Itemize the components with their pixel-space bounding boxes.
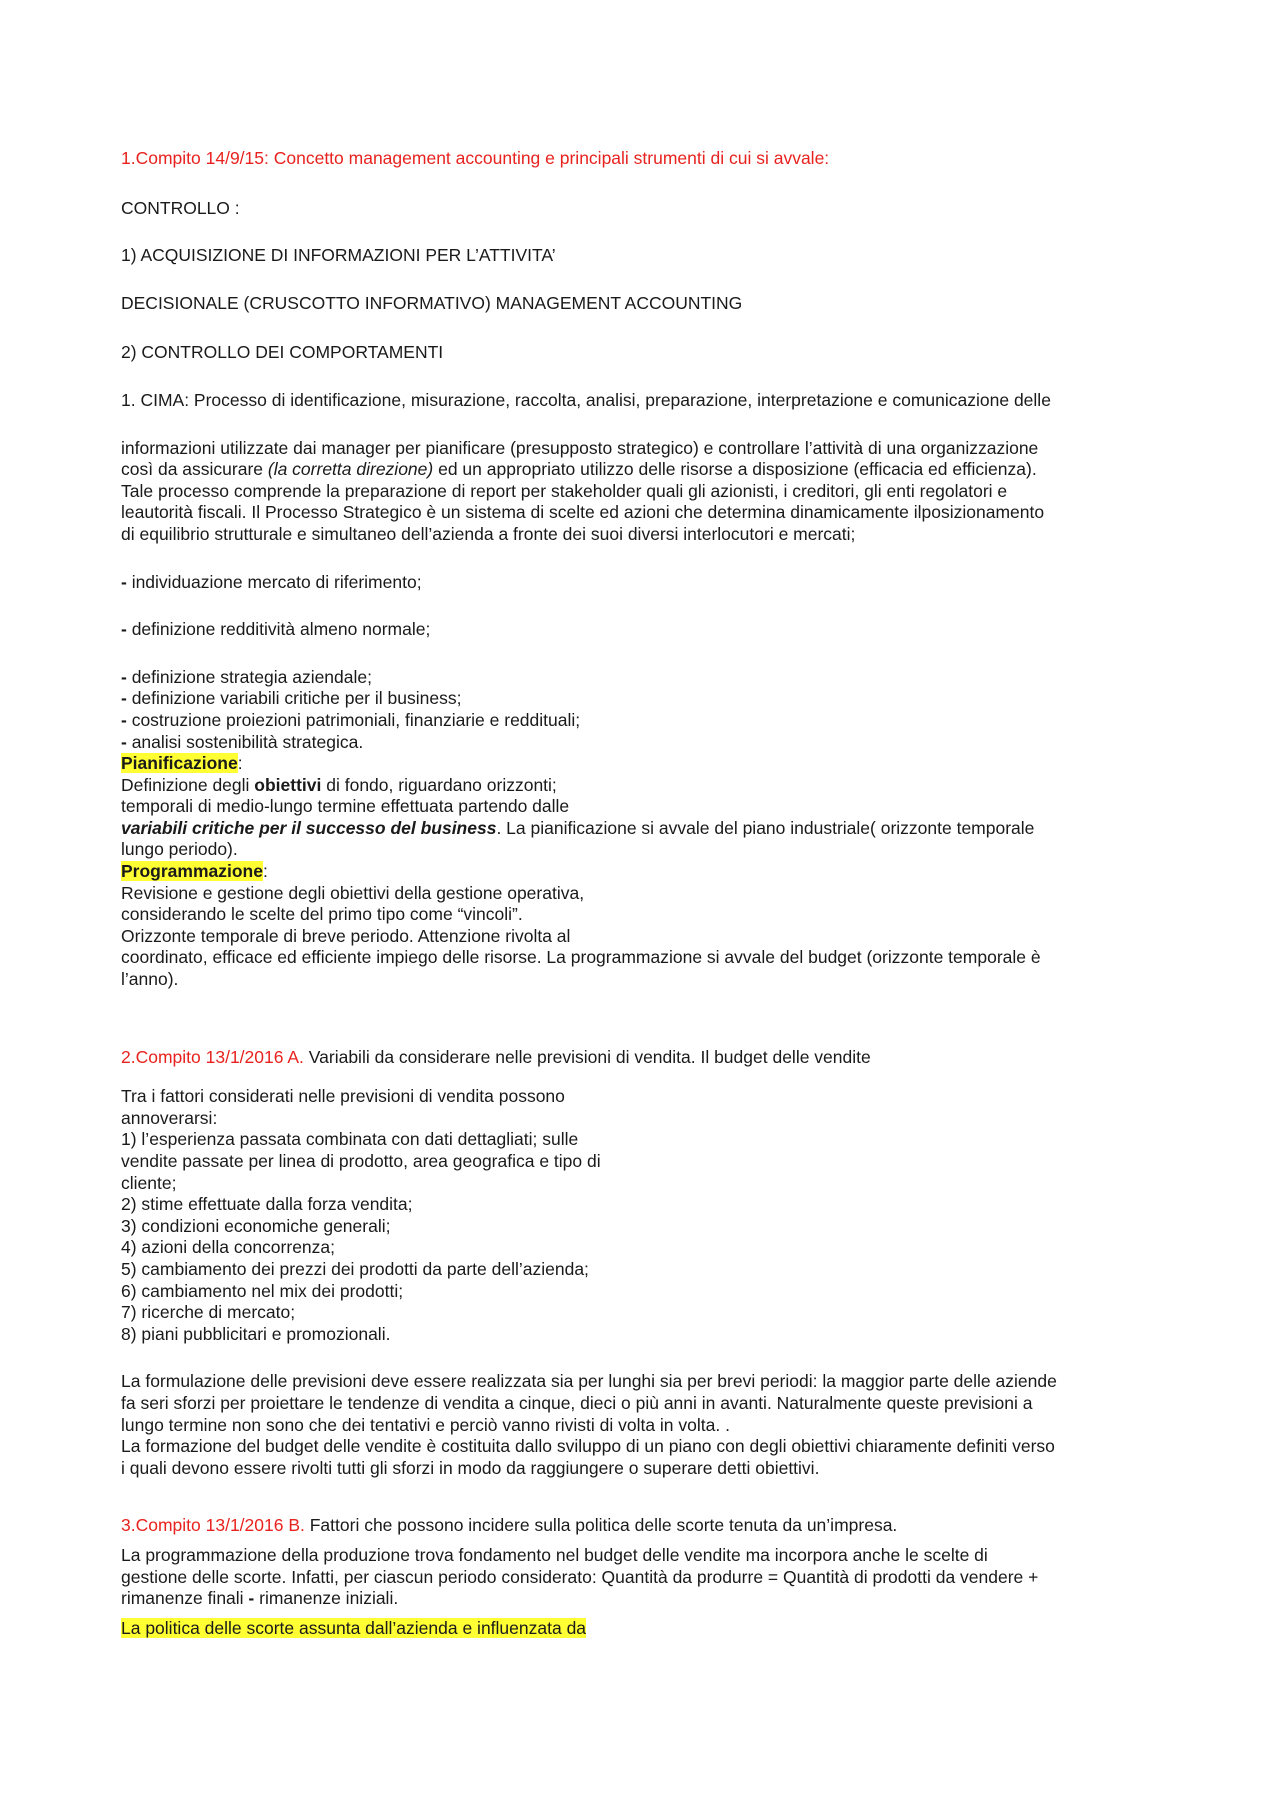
paragraph-line: La formulazione delle previsioni deve essere realizzata sia per lunghi sia per brevi periodi: la maggior parte delle aziende (121, 1371, 1057, 1392)
paragraph-line: La formazione del budget delle vendite è costituita dallo sviluppo di un piano con degli obiettivi chiaramente definiti verso (121, 1436, 1055, 1457)
paragraph-line (121, 775, 1181, 797)
dash: - (121, 731, 127, 752)
list-item: 5) cambiamento dei prezzi dei prodotti da parte dell’azienda; (121, 1258, 589, 1279)
list-item: 2) stime effettuate dalla forza vendita; (121, 1194, 413, 1215)
list-item (121, 710, 1181, 732)
bold-italic-text: variabili critiche per il successo del business (121, 817, 497, 838)
pianificazione-heading (121, 753, 1181, 775)
dash: - (121, 666, 127, 687)
controllo-label: CONTROLLO : (121, 197, 240, 218)
heading-text: Fattori che possono incidere sulla politica delle scorte tenuta da un’impresa. (304, 1515, 898, 1536)
list-item (121, 688, 1181, 710)
text-run: di fondo, riguardano orizzonti; (321, 774, 557, 795)
list-item (121, 667, 1181, 689)
list-item-text: definizione variabili critiche per il business; (126, 688, 462, 709)
heading-red-text: 2.Compito 13/1/2016 A. (121, 1046, 304, 1067)
list-item: annoverarsi: (121, 1107, 218, 1128)
list-item-text: definizione redditività almeno normale; (126, 619, 431, 640)
list-item: 6) cambiamento nel mix dei prodotti; (121, 1280, 404, 1301)
list-item: Tra i fattori considerati nelle previsioni di vendita possono (121, 1086, 565, 1107)
highlighted-label: Pianificazione (121, 753, 238, 774)
cima-paragraph (121, 438, 1181, 546)
bold-text: obiettivi (254, 774, 322, 795)
list-item: 8) piani pubblicitari e promozionali. (121, 1323, 391, 1344)
highlighted-text: La politica delle scorte assunta dall’azienda e influenzata da (121, 1617, 587, 1638)
paragraph-line: lungo termine non sono che dei tentativi e perciò vanno rivisti di volta in volta. . (121, 1414, 730, 1435)
section1-heading: 1.Compito 14/9/15: Concetto management accounting e principali strumenti di cui si avvale: (121, 148, 830, 168)
paragraph-line: l’anno). (121, 969, 179, 990)
text-run: così da assicurare (121, 459, 268, 480)
forecast-paragraph (121, 1371, 1181, 1479)
paragraph-line: Tale processo comprende la preparazione di report per stakeholder quali gli azionisti, i creditori, gli enti regolatori e (121, 480, 1008, 501)
paragraph-line: leautorità fiscali. Il Processo Strategico è un sistema di scelte ed azioni che determina dinamicamente ilposizionamento (121, 502, 1045, 523)
section3-heading (121, 1515, 1181, 1537)
bullet-list (121, 667, 1181, 991)
text-run: Definizione degli (121, 774, 255, 795)
paragraph-line (121, 818, 1181, 840)
list-item: vendite passate per linea di prodotto, area geografica e tipo di (121, 1151, 601, 1171)
paragraph-line: considerando le scelte del primo tipo come “vincoli”. (121, 904, 523, 925)
dash: - (121, 571, 127, 592)
item1-line2: DECISIONALE (CRUSCOTTO INFORMATIVO) MANAGEMENT ACCOUNTING (121, 292, 743, 313)
heading-red-text: 3.Compito 13/1/2016 B. (121, 1515, 305, 1536)
highlighted-label: Programmazione (121, 861, 263, 882)
section2-heading (121, 1047, 1181, 1069)
list-item: 7) ricerche di mercato; (121, 1302, 296, 1323)
document-page (121, 148, 1181, 1639)
dash: - (121, 709, 127, 730)
colon: : (237, 753, 243, 774)
list-item: 1) l’esperienza passata combinata con dati dettagliati; sulle (121, 1129, 579, 1150)
paragraph-line: di equilibrio strutturale e simultaneo dell’azienda a fronte dei suoi diversi interlocutori e mercati; (121, 523, 856, 544)
list-item: 3) condizioni economiche generali; (121, 1215, 391, 1236)
text-run: rimanenze iniziali. (254, 1588, 399, 1609)
paragraph-line: gestione delle scorte. Infatti, per ciascun periodo considerato: Quantità da produrre = Quantità di prodotti da vendere + (121, 1566, 1039, 1587)
item1-line1: 1) ACQUISIZIONE DI INFORMAZIONI PER L’ATTIVITA’ (121, 245, 556, 266)
colon: : (262, 861, 268, 882)
paragraph-line: informazioni utilizzate dai manager per pianificare (presupposto strategico) e controllare l’attività di una organizzazione (121, 437, 1039, 458)
paragraph-line (121, 1588, 1181, 1610)
list-item-text: individuazione mercato di riferimento; (126, 571, 422, 592)
dash: - (248, 1588, 255, 1609)
highlighted-line (121, 1618, 1181, 1640)
text-run: . La pianificazione si avvale del piano industriale( orizzonte temporale (496, 817, 1035, 838)
paragraph-line: Orizzonte temporale di breve periodo. Attenzione rivolta al (121, 925, 571, 946)
list-item: 4) azioni della concorrenza; (121, 1237, 336, 1258)
dash: - (121, 688, 127, 709)
factors-list (121, 1086, 1181, 1345)
dash: - (121, 619, 127, 640)
list-item-text: definizione strategia aziendale; (126, 666, 372, 687)
paragraph-line (121, 459, 1181, 481)
paragraph-line: La programmazione della produzione trova fondamento nel budget delle vendite ma incorpora anche le scelte di (121, 1544, 988, 1565)
paragraph-line: Revisione e gestione degli obiettivi della gestione operativa, (121, 882, 585, 903)
list-item (121, 572, 1181, 594)
list-item (121, 619, 1181, 641)
paragraph-line: fa seri sforzi per proiettare le tendenze di vendita a cinque, dieci o più anni in avanti. Naturalmente queste previsioni a (121, 1392, 1033, 1413)
list-item (121, 732, 1181, 754)
list-item-text: analisi sostenibilità strategica. (126, 731, 364, 752)
italic-text: (la corretta direzione) (267, 459, 434, 480)
paragraph-line: coordinato, efficace ed efficiente impiego delle risorse. La programmazione si avvale del budget (orizzonte temporale è (121, 947, 1041, 968)
text-run: rimanenze finali (121, 1588, 249, 1609)
paragraph-line: i quali devono essere rivolti tutti gli sforzi in modo da raggiungere o superare detti obiettivi. (121, 1457, 820, 1478)
scorte-paragraph (121, 1545, 1181, 1610)
list-item: cliente; (121, 1172, 177, 1193)
heading-text: Variabili da considerare nelle previsioni di vendita. Il budget delle vendite (303, 1046, 871, 1067)
cima-line: 1. CIMA: Processo di identificazione, misurazione, raccolta, analisi, preparazione, interpretazione e comunicazione delle (121, 389, 1051, 410)
programmazione-heading (121, 861, 1181, 883)
list-item-text: costruzione proiezioni patrimoniali, finanziarie e reddituali; (126, 709, 581, 730)
item2: 2) CONTROLLO DEI COMPORTAMENTI (121, 342, 444, 363)
paragraph-line: temporali di medio-lungo termine effettuata partendo dalle (121, 796, 570, 817)
text-run: ed un appropriato utilizzo delle risorse a disposizione (efficacia ed efficienza). (433, 459, 1037, 480)
paragraph-line: lungo periodo). (121, 839, 238, 860)
